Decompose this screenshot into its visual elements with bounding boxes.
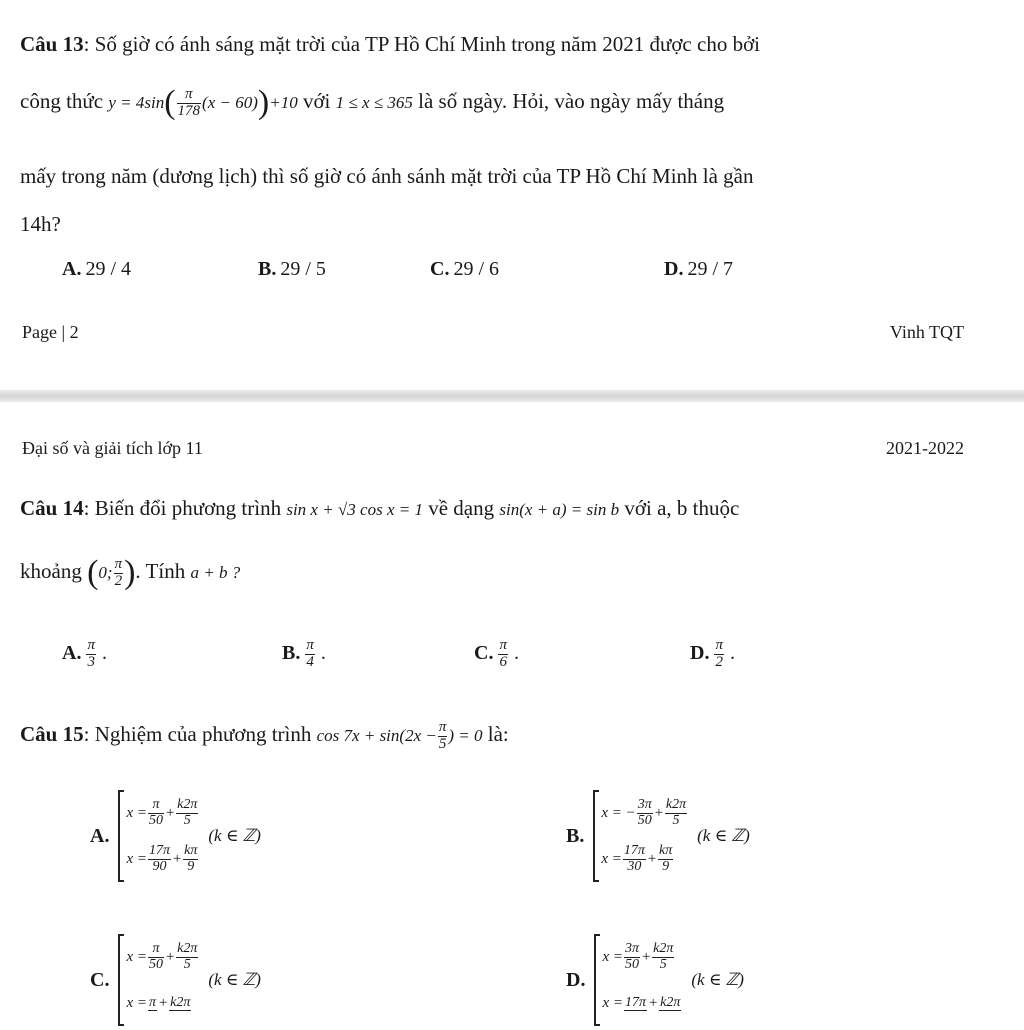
- q13-option-d[interactable]: D. 29 / 7: [664, 258, 734, 280]
- q15-option-a-system: x = $\frac{\pi}{50}$ + $\frac{k2\pi}{5}$ x = $\frac{17\pi}{90}$ + $\frac{k\pi}{9}$: [118, 790, 199, 882]
- q14-interval-frac: $\frac{\pi}{2}$: [114, 555, 123, 589]
- q13-formula-y: y = 4sin: [108, 92, 165, 112]
- q13-line1: [20, 32, 994, 57]
- q13-label: Câu 13: [20, 32, 84, 56]
- q15-option-d-system: x = $\frac{3\pi}{50}$ + $\frac{k2\pi}{5}$ x = 17π + k2π: [594, 934, 682, 1026]
- q14-option-b[interactable]: B. $\frac{\pi}{4}$ .: [282, 637, 326, 670]
- q15-option-a[interactable]: A. x = $\frac{\pi}{50}$ + $\frac{k2\pi}{5}$ x = $\frac{17\pi}{90}$ + $\frac{k\pi}{9}$ (k ∈ ℤ): [90, 790, 261, 882]
- q15-option-d-kz: (k ∈ ℤ): [691, 970, 744, 989]
- q15-option-d[interactable]: D. x = $\frac{3\pi}{50}$ + $\frac{k2\pi}{5}$ x = 17π + k2π (k ∈ ℤ): [566, 934, 744, 1026]
- q15-option-c[interactable]: C. x = $\frac{\pi}{50}$ + $\frac{k2\pi}{5}$ x = π + k2π (k ∈ ℤ): [90, 934, 261, 1026]
- q13-cond-pre: với: [302, 88, 331, 113]
- paren-close: ): [257, 84, 270, 121]
- q13-text2-post: là số ngày. Hỏi, vào ngày mấy tháng: [418, 88, 725, 113]
- q15-option-a-kz: (k ∈ ℤ): [208, 826, 261, 845]
- q15-eq-pre: cos 7x + sin(2x −: [316, 726, 437, 746]
- q14-text1: : Biến đổi phương trình: [83, 496, 282, 520]
- q13-text4: 14h?: [20, 212, 61, 236]
- q13-formula-tail: +10: [269, 92, 298, 112]
- interval-close: ): [124, 554, 136, 591]
- q15-eq-post: ) = 0: [448, 726, 483, 746]
- q13-option-a[interactable]: A. 29 / 4: [62, 258, 132, 280]
- q14-line2: [20, 556, 994, 590]
- q15-text1b: là:: [487, 722, 509, 747]
- footer-author: Vinh TQT: [889, 322, 964, 342]
- q14-text2: khoảng: [20, 558, 82, 583]
- q13-cond: 1 ≤ x ≤ 365: [335, 92, 413, 112]
- q14-text2b: . Tính: [135, 558, 186, 583]
- q13-text3: mấy trong năm (dương lịch) thì số giờ có ánh sánh mặt trời của TP Hồ Chí Minh là gần: [20, 164, 754, 188]
- header-subject: Đại số và giải tích lớp 11: [22, 438, 203, 458]
- q13-line2: [20, 86, 994, 120]
- paren-open: (: [164, 84, 176, 121]
- q15-option-c-kz: (k ∈ ℤ): [208, 970, 261, 989]
- q13-option-b[interactable]: B. 29 / 5: [258, 258, 326, 280]
- q14-text1c: với a, b thuộc: [624, 496, 740, 520]
- q15-option-b-system: x = − $\frac{3\pi}{50}$ + $\frac{k2\pi}{5}$ x = $\frac{17\pi}{30}$ + $\frac{k\pi}{9}$: [593, 790, 688, 882]
- page-bottom: [0, 402, 1024, 1030]
- q15-text1: : Nghiệm của phương trình: [83, 722, 312, 747]
- q13-line4: [20, 212, 994, 237]
- q15-option-b[interactable]: B. x = − $\frac{3\pi}{50}$ + $\frac{k2\pi}{5}$ x = $\frac{17\pi}{30}$ + $\frac{k\pi}{9}$ (k ∈ ℤ): [566, 790, 750, 882]
- q14-option-c[interactable]: C. $\frac{\pi}{6}$ .: [474, 637, 519, 670]
- q15-option-b-kz: (k ∈ ℤ): [697, 826, 750, 845]
- q14-form: sin(x + a) = sin b: [499, 500, 620, 519]
- q14-ask: a + b ?: [190, 562, 241, 582]
- q14-option-d[interactable]: D. $\frac{\pi}{2}$ .: [690, 637, 735, 670]
- q15-eq-frac: $\frac{\pi}{5}$: [438, 719, 447, 752]
- q13-text2-pre: công thức: [20, 88, 104, 113]
- interval-open: (: [87, 554, 99, 591]
- footer-page-number: Page | 2: [22, 322, 79, 342]
- q13-line3: [20, 164, 994, 189]
- q13-option-c[interactable]: C. 29 / 6: [430, 258, 500, 280]
- q15-label: Câu 15: [20, 722, 84, 747]
- q13-text1: : Số giờ có ánh sáng mặt trời của TP Hồ Chí Minh trong năm 2021 được cho bởi: [83, 32, 761, 56]
- q14-text1b: về dạng: [428, 496, 495, 520]
- q13-formula-frac: $\frac{\pi}{178}$: [177, 85, 201, 119]
- q14-eq: sin x + √3 cos x = 1: [286, 500, 423, 519]
- q14-interval-left: 0;: [98, 562, 113, 582]
- page-divider: [0, 390, 1024, 402]
- page-top: [0, 0, 1024, 390]
- q13-formula-arg: (x − 60): [202, 92, 258, 112]
- header-year: 2021-2022: [886, 438, 964, 458]
- q15-option-c-system: x = $\frac{\pi}{50}$ + $\frac{k2\pi}{5}$ x = π + k2π: [118, 934, 199, 1026]
- q15-line1: [20, 720, 994, 753]
- q14-label: Câu 14: [20, 496, 84, 520]
- q14-line1: [20, 496, 994, 521]
- q14-option-a[interactable]: A. $\frac{\pi}{3}$ .: [62, 637, 107, 670]
